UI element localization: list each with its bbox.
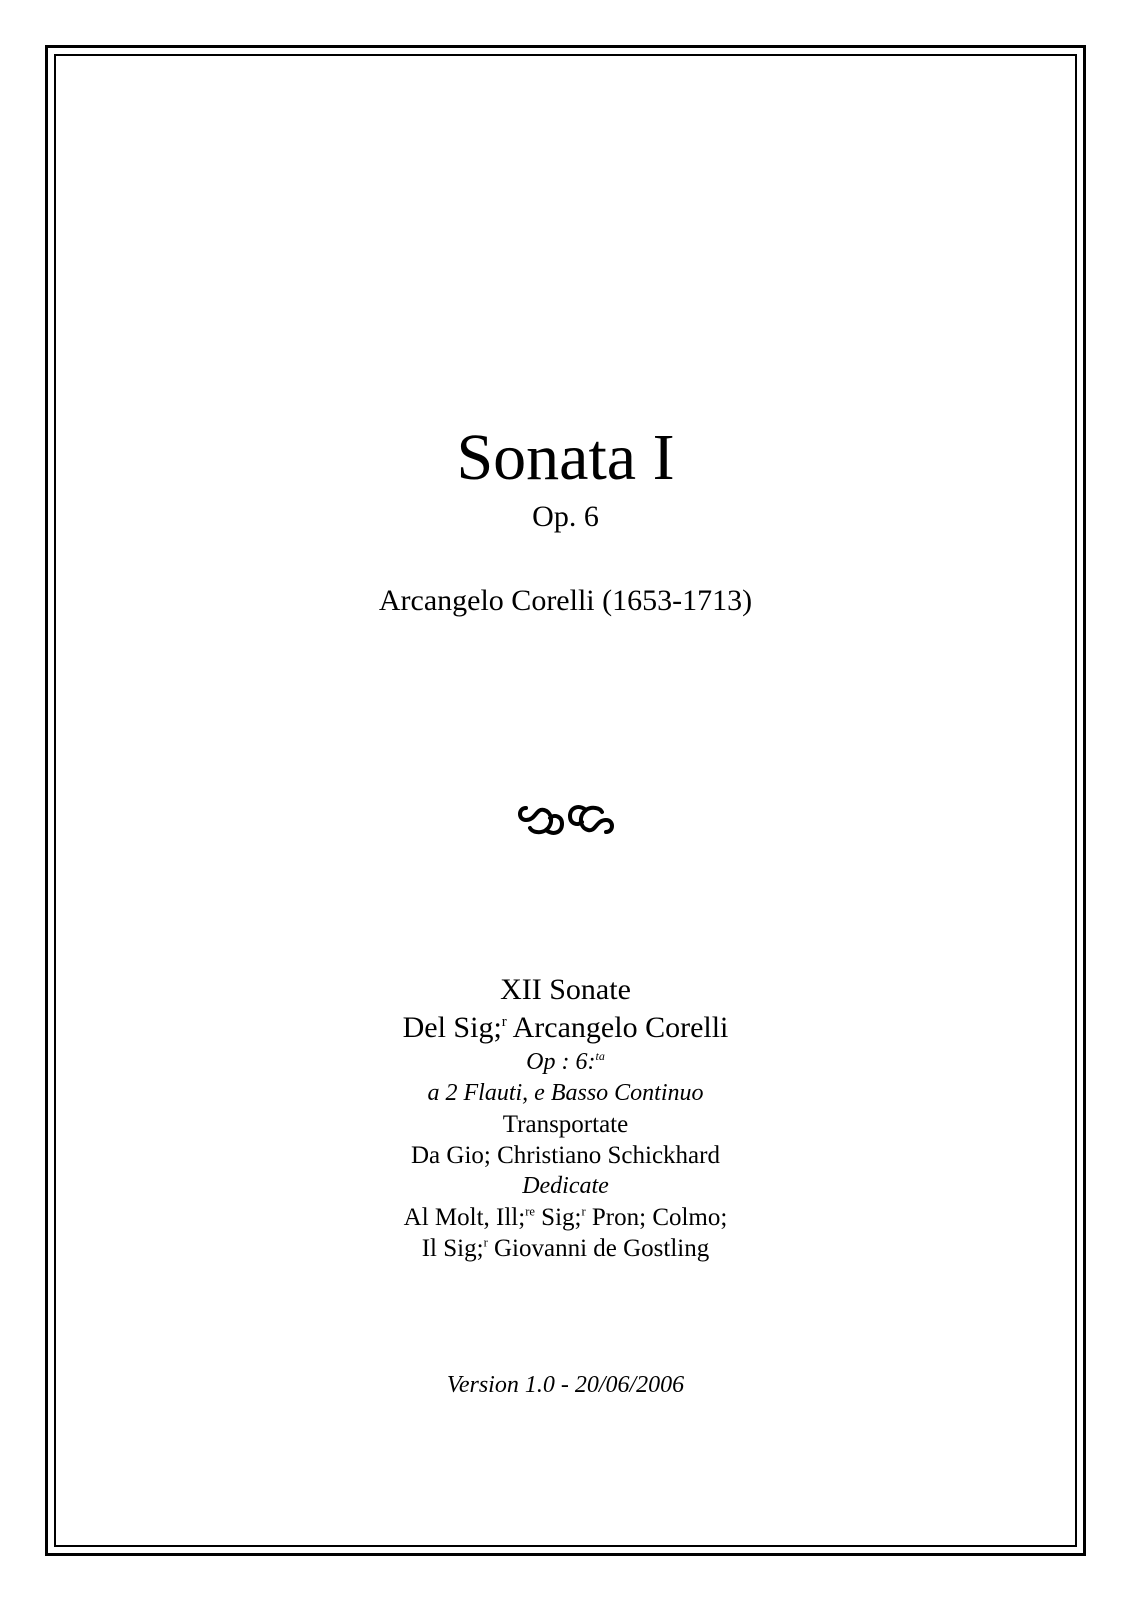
collection-author [0, 1009, 1131, 1047]
opus-number: Op. 6 [532, 500, 599, 533]
honorific-part: Sig; [534, 1204, 582, 1231]
version-info: Version 1.0 - 20/06/2006 [446, 1372, 685, 1398]
superscript: re [525, 1204, 535, 1219]
collection-author-name: Arcangelo Corelli [506, 1011, 729, 1044]
dedicated-label: Dedicate [522, 1173, 609, 1199]
dedication-honorific [0, 1202, 1131, 1233]
superscript: r [483, 1235, 488, 1250]
honorific-part: Pron; Colmo; [585, 1204, 728, 1231]
dedicatee-full-name: Giovanni de Gostling [487, 1235, 710, 1262]
fleuron-ornament-icon [514, 798, 618, 842]
collection-opus [0, 1047, 1131, 1078]
composer-name: Arcangelo Corelli (1653-1713) [378, 584, 753, 617]
honorific-part: Al Molt, Ill; [403, 1204, 526, 1231]
superscript: r [501, 1013, 507, 1030]
instrumentation: a 2 Flauti, e Basso Continuo [427, 1080, 704, 1106]
dedicatee-prefix: Il Sig; [421, 1235, 484, 1262]
superscript: r [581, 1204, 586, 1219]
dedicatee-name [0, 1233, 1131, 1264]
page-title: Sonata I [456, 421, 675, 494]
transposer-name: Da Gio; Christiano Schickhard [411, 1142, 720, 1169]
collection-author-prefix: Del Sig; [402, 1011, 502, 1044]
collection-title: XII Sonate [500, 973, 631, 1006]
transposed-label: Transportate [502, 1111, 629, 1138]
collection-opus-text: Op : 6: [526, 1049, 596, 1075]
dedication-block [0, 971, 1131, 1264]
superscript: ta [595, 1049, 605, 1063]
fleuron-ornament [0, 798, 1131, 842]
